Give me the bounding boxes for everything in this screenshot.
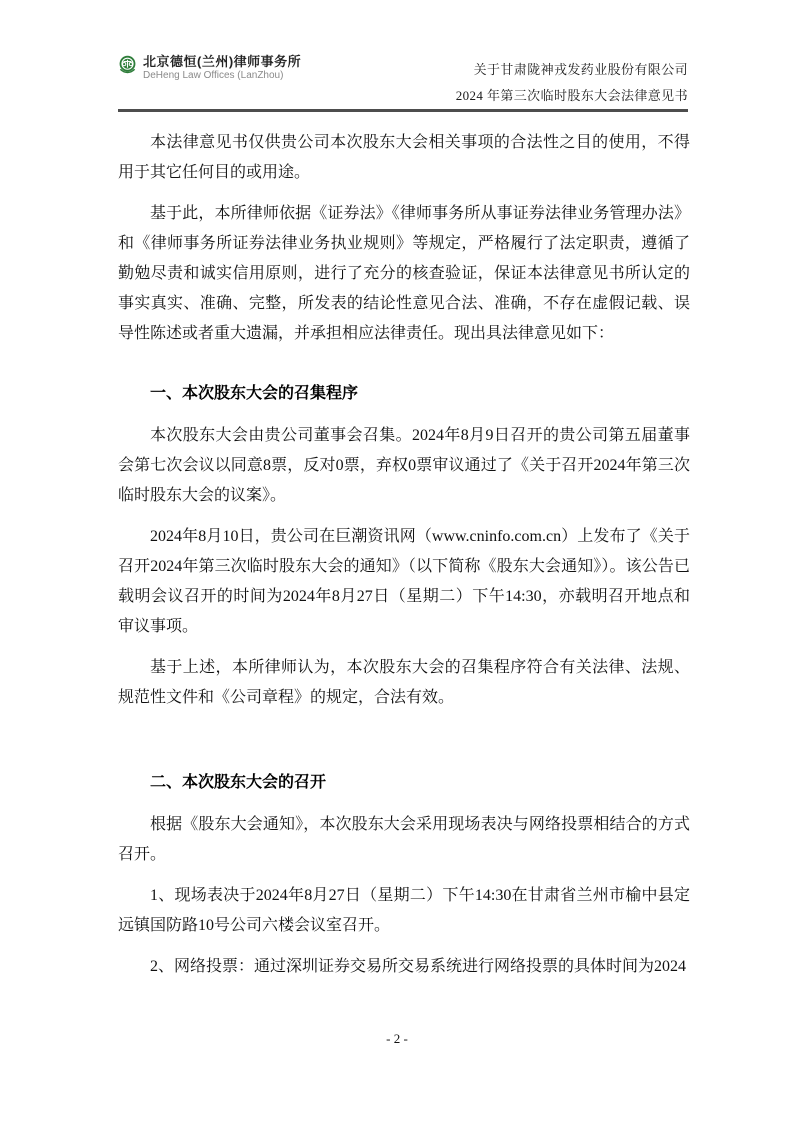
header-title-line1: 关于甘肃陇神戎发药业股份有限公司 — [473, 62, 688, 77]
paragraph: 1、现场表决于2024年8月27日（星期二）下午14:30在甘肃省兰州市榆中县定远镇国防路10号公司六楼会议室召开。 — [118, 887, 690, 934]
page-header — [118, 54, 688, 112]
header-divider — [118, 109, 688, 112]
paragraph: 本法律意见书仅供贵公司本次股东大会相关事项的合法性之目的使用，不得用于其它任何目的或用途。 — [118, 134, 690, 181]
paragraph: 2、网络投票：通过深圳证券交易所交易系统进行网络投票的具体时间为2024 — [150, 958, 687, 975]
document-body — [118, 118, 690, 993]
paragraph: 根据《股东大会通知》，本次股东大会采用现场表决与网络投票相结合的方式召开。 — [118, 816, 690, 863]
section-heading-2: 二、本次股东大会的召开 — [150, 774, 327, 791]
law-firm-logo — [118, 54, 301, 82]
law-firm-name-en: DeHeng Law Offices (LanZhou) — [143, 70, 284, 81]
section-heading-1: 一、本次股东大会的召集程序 — [150, 385, 359, 402]
header-title-line2: 2024 年第三次临时股东大会法律意见书 — [455, 88, 688, 103]
law-firm-name — [143, 54, 301, 82]
header-document-title — [456, 54, 688, 104]
paragraph: 基于上述，本所律师认为，本次股东大会的召集程序符合有关法律、法规、规范性文件和《公司章程》的规定，合法有效。 — [118, 659, 690, 706]
paragraph: 2024年8月10日，贵公司在巨潮资讯网（www.cninfo.com.cn）上发布了《关于召开2024年第三次临时股东大会的通知》（以下简称《股东大会通知》）。该公告已载明会议召开的时间为2024年8月27日（星期二）下午14:30，亦载明召开地点和审议事项。 — [118, 528, 690, 635]
paragraph: 本次股东大会由贵公司董事会召集。2024年8月9日召开的贵公司第五届董事会第七次会议以同意8票，反对0票，弃权0票审议通过了《关于召开2024年第三次临时股东大会的议案》。 — [118, 427, 690, 504]
page-number: - 2 - — [386, 1031, 408, 1046]
page-footer — [0, 1031, 794, 1047]
deheng-emblem-icon — [118, 55, 137, 74]
law-firm-name-zh: 北京德恒(兰州)律师事务所 — [143, 54, 302, 69]
paragraph: 基于此，本所律师依据《证券法》《律师事务所从事证券法律业务管理办法》和《律师事务所证券法律业务执业规则》等规定，严格履行了法定职责，遵循了勤勉尽责和诚实信用原则，进行了充分的核查验证，保证本法律意见书所认定的事实真实、准确、完整，所发表的结论性意见合法、准确，不存在虚假记载、误导性陈述或者重大遗漏，并承担相应法律责任。现出具法律意见如下： — [118, 205, 690, 342]
